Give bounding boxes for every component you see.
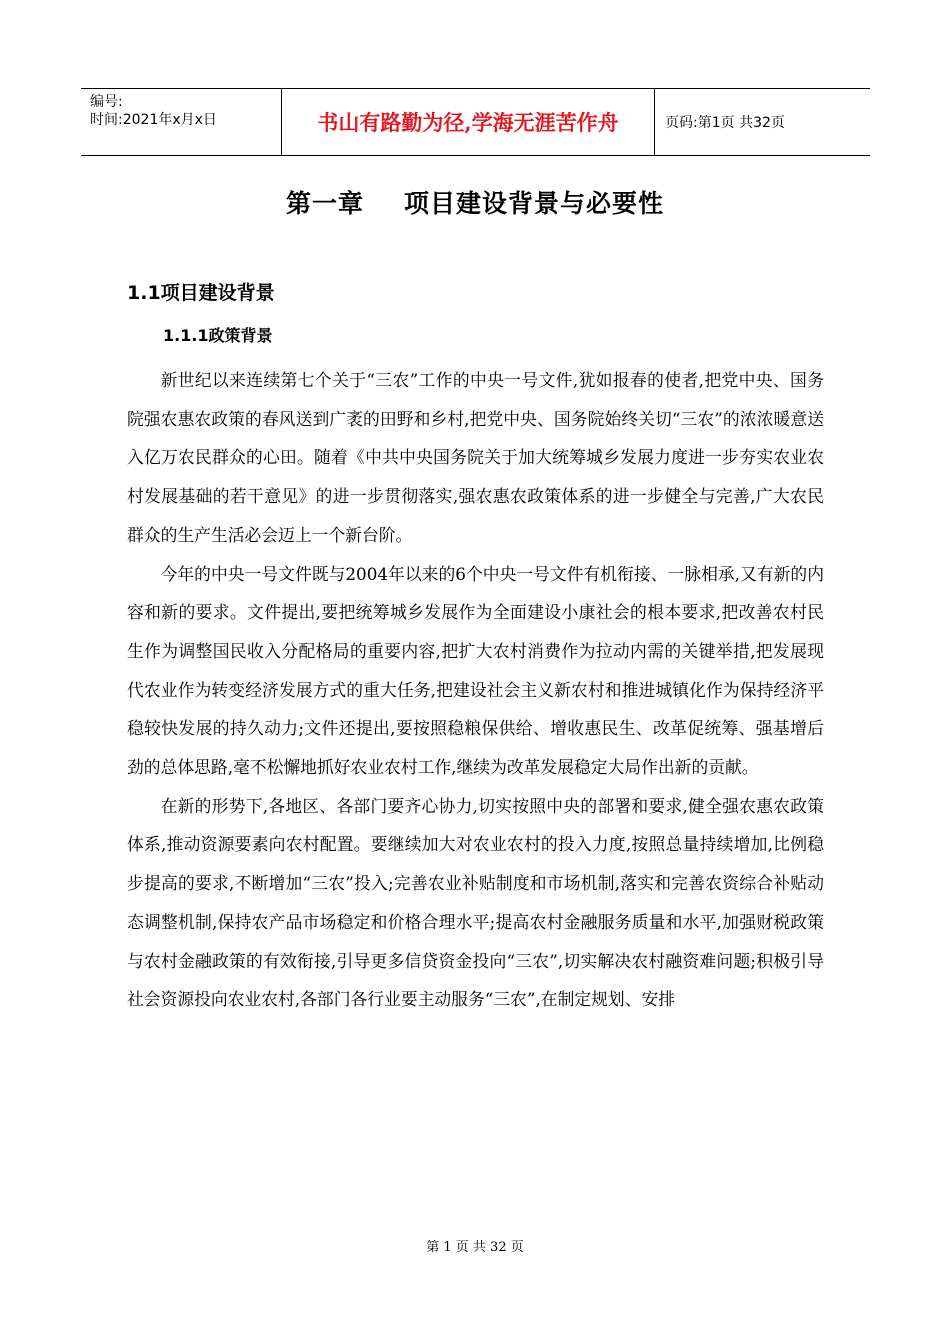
paragraph: 新世纪以来连续第七个关于“三农”工作的中央一号文件,犹如报春的使者,把党中央、国务院强农惠农政策的春风送到广袤的田野和乡村,把党中央、国务院始终关切“三农”的浓浓暖意送入亿万农民群众的心田。随着《中共中央国务院关于加大统筹城乡发展力度进一步夯实农业农村发展基础的若干意见》的进一步贯彻落实,强农惠农政策体系的进一步健全与完善,广大农民群众的生产生活必会迈上一个新台阶。 [127,370,824,545]
header-meta [81,89,281,155]
document-time-label: 时间:2021年x月x日 [90,112,217,128]
body-text [127,361,824,1019]
page-footer: 第 1 页 共 32 页 [426,1240,524,1255]
paragraph: 今年的中央一号文件既与2004年以来的6个中央一号文件有机衔接、一脉相承,又有新的内容和新的要求。文件提出,要把统筹城乡发展作为全面建设小康社会的根本要求,把改善农村民生作为调整国民收入分配格局的重要内容,把扩大农村消费作为拉动内需的关键举措,把发展现代农业作为转变经济发展方式的重大任务,把建设社会主义新农村和推进城镇化作为保持经济平稳较快发展的持久动力;文件还提出,要按照稳粮保供给、增收惠民生、改革促统筹、强基增后劲的总体思路,毫不松懈地抓好农业农村工作,继续为改革发展稳定大局作出新的贡献。 [127,563,824,778]
document-number-label: 编号: [90,94,123,110]
paragraph: 在新的形势下,各地区、各部门要齐心协力,切实按照中央的部署和要求,健全强农惠农政策体系,推动资源要素向农村配置。要继续加大对农业农村的投入力度,按照总量持续增加,比例稳步提高的要求,不断增加“三农”投入;完善农业补贴制度和市场机制,落实和完善农资综合补贴动态调整机制,保持农产品市场稳定和价格合理水平;提高农村金融服务质量和水平,加强财税政策与农村金融政策的有效衔接,引导更多信贷资金投向“三农”,切实解决农村融资难问题;积极引导社会资源投向农业农村,各部门各行业要主动服务“三农”,在制定规划、安排 [127,795,824,1010]
header-page-info: 页码:第1页 共32页 [665,115,785,131]
section-heading: 1.1项目建设背景 [127,282,275,304]
chapter-name: 项目建设背景与必要性 [404,189,665,218]
subsection-heading: 1.1.1政策背景 [163,326,273,345]
chapter-number: 第一章 [285,189,364,218]
header-motto: 书山有路勤为径,学海无涯苦作舟 [281,89,655,155]
header-table [81,88,870,156]
chapter-title [0,184,950,220]
